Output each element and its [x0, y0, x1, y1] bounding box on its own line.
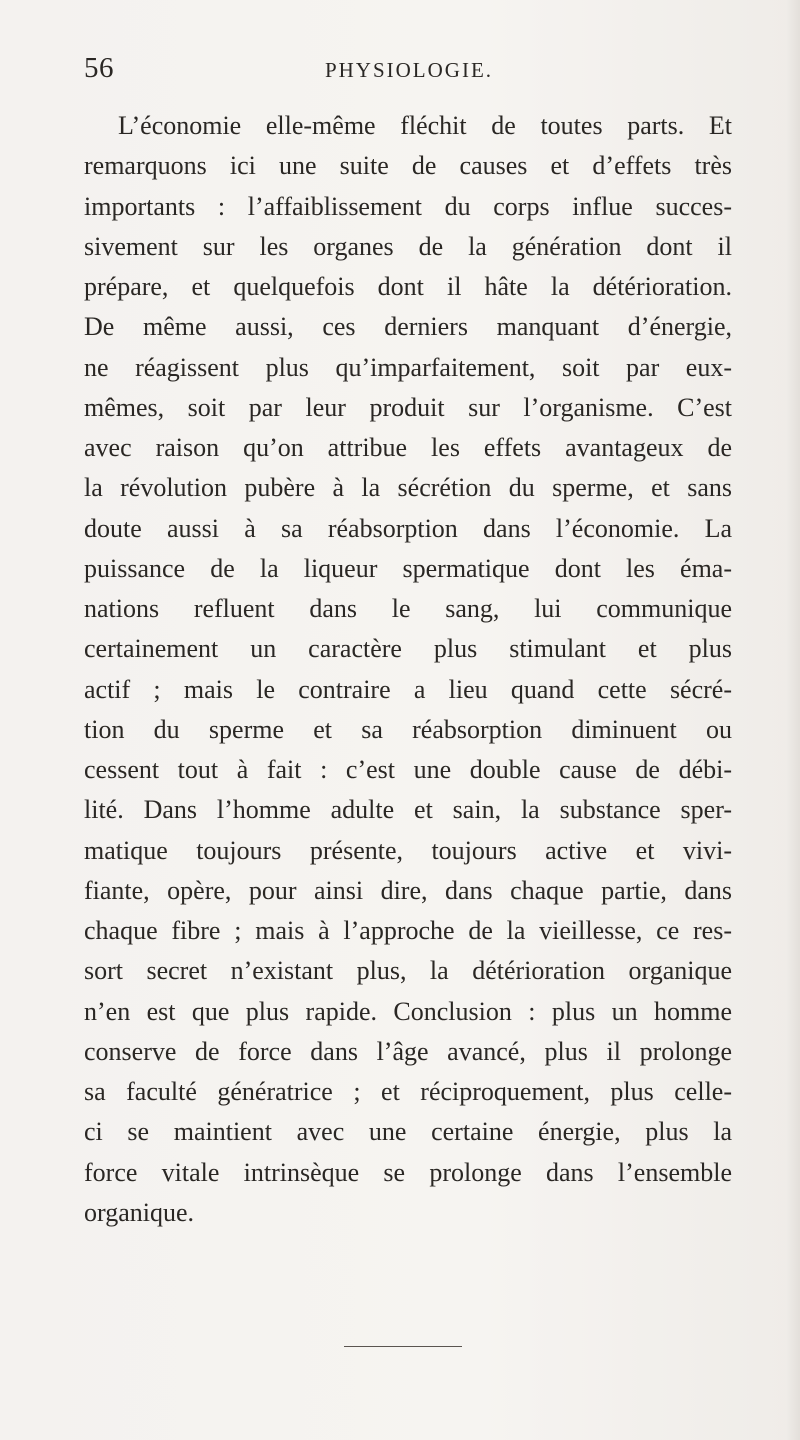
- text-line: la révolution pubère à la sécrétion du sperme, et sans: [84, 473, 732, 503]
- text-line: conserve de force dans l’âge avancé, plus il prolonge: [84, 1036, 732, 1066]
- page-header: [84, 52, 734, 92]
- page-edge-shadow: [786, 0, 800, 1440]
- text-line: cessent tout à fait : c’est une double cause de débi-: [84, 755, 732, 784]
- text-line: sa faculté génératrice ; et réciproquement, plus celle-: [84, 1077, 732, 1106]
- text-line: L’économie elle-même fléchit de toutes parts. Et: [118, 111, 732, 140]
- text-line: importants : l’affaiblissement du corps influe succes-: [84, 191, 732, 221]
- text-line: organique.: [84, 1197, 194, 1227]
- text-line: remarquons ici une suite de causes et d’effets très: [84, 151, 732, 181]
- text-line: nations refluent dans le sang, lui communique: [84, 594, 732, 623]
- text-line: sort secret n’existant plus, la détérioration organique: [84, 956, 732, 986]
- text-line: actif ; mais le contraire a lieu quand cette sécré-: [84, 674, 732, 704]
- text-line: ne réagissent plus qu’imparfaitement, soit par eux-: [84, 352, 732, 382]
- text-line: sivement sur les organes de la génération dont il: [84, 231, 732, 261]
- text-line: avec raison qu’on attribue les effets avantageux de: [84, 433, 732, 462]
- running-head: PHYSIOLOGIE.: [324, 58, 494, 82]
- text-line: puissance de la liqueur spermatique dont les éma-: [84, 553, 732, 583]
- text-line: n’en est que plus rapide. Conclusion : plus un homme: [84, 996, 732, 1026]
- text-line: chaque fibre ; mais à l’approche de la vieillesse, ce res-: [84, 916, 732, 945]
- text-line: De même aussi, ces derniers manquant d’énergie,: [84, 312, 732, 342]
- page-number: 56: [84, 52, 114, 84]
- text-line: lité. Dans l’homme adulte et sain, la substance sper-: [84, 795, 732, 825]
- text-line: matique toujours présente, toujours active et vivi-: [84, 835, 732, 865]
- text-line: doute aussi à sa réabsorption dans l’économie. La: [84, 513, 732, 543]
- text-line: force vitale intrinsèque se prolonge dans l’ensemble: [84, 1157, 732, 1187]
- text-line: prépare, et quelquefois dont il hâte la détérioration.: [84, 272, 732, 301]
- text-line: mêmes, soit par leur produit sur l’organisme. C’est: [84, 392, 732, 422]
- text-line: tion du sperme et sa réabsorption diminuent ou: [84, 714, 732, 744]
- text-line: fiante, opère, pour ainsi dire, dans chaque partie, dans: [84, 875, 732, 905]
- section-divider: [344, 1346, 462, 1347]
- text-line: certainement un caractère plus stimulant et plus: [84, 634, 732, 664]
- paragraph: [84, 106, 732, 1233]
- text-line: ci se maintient avec une certaine énergie, plus la: [84, 1117, 732, 1147]
